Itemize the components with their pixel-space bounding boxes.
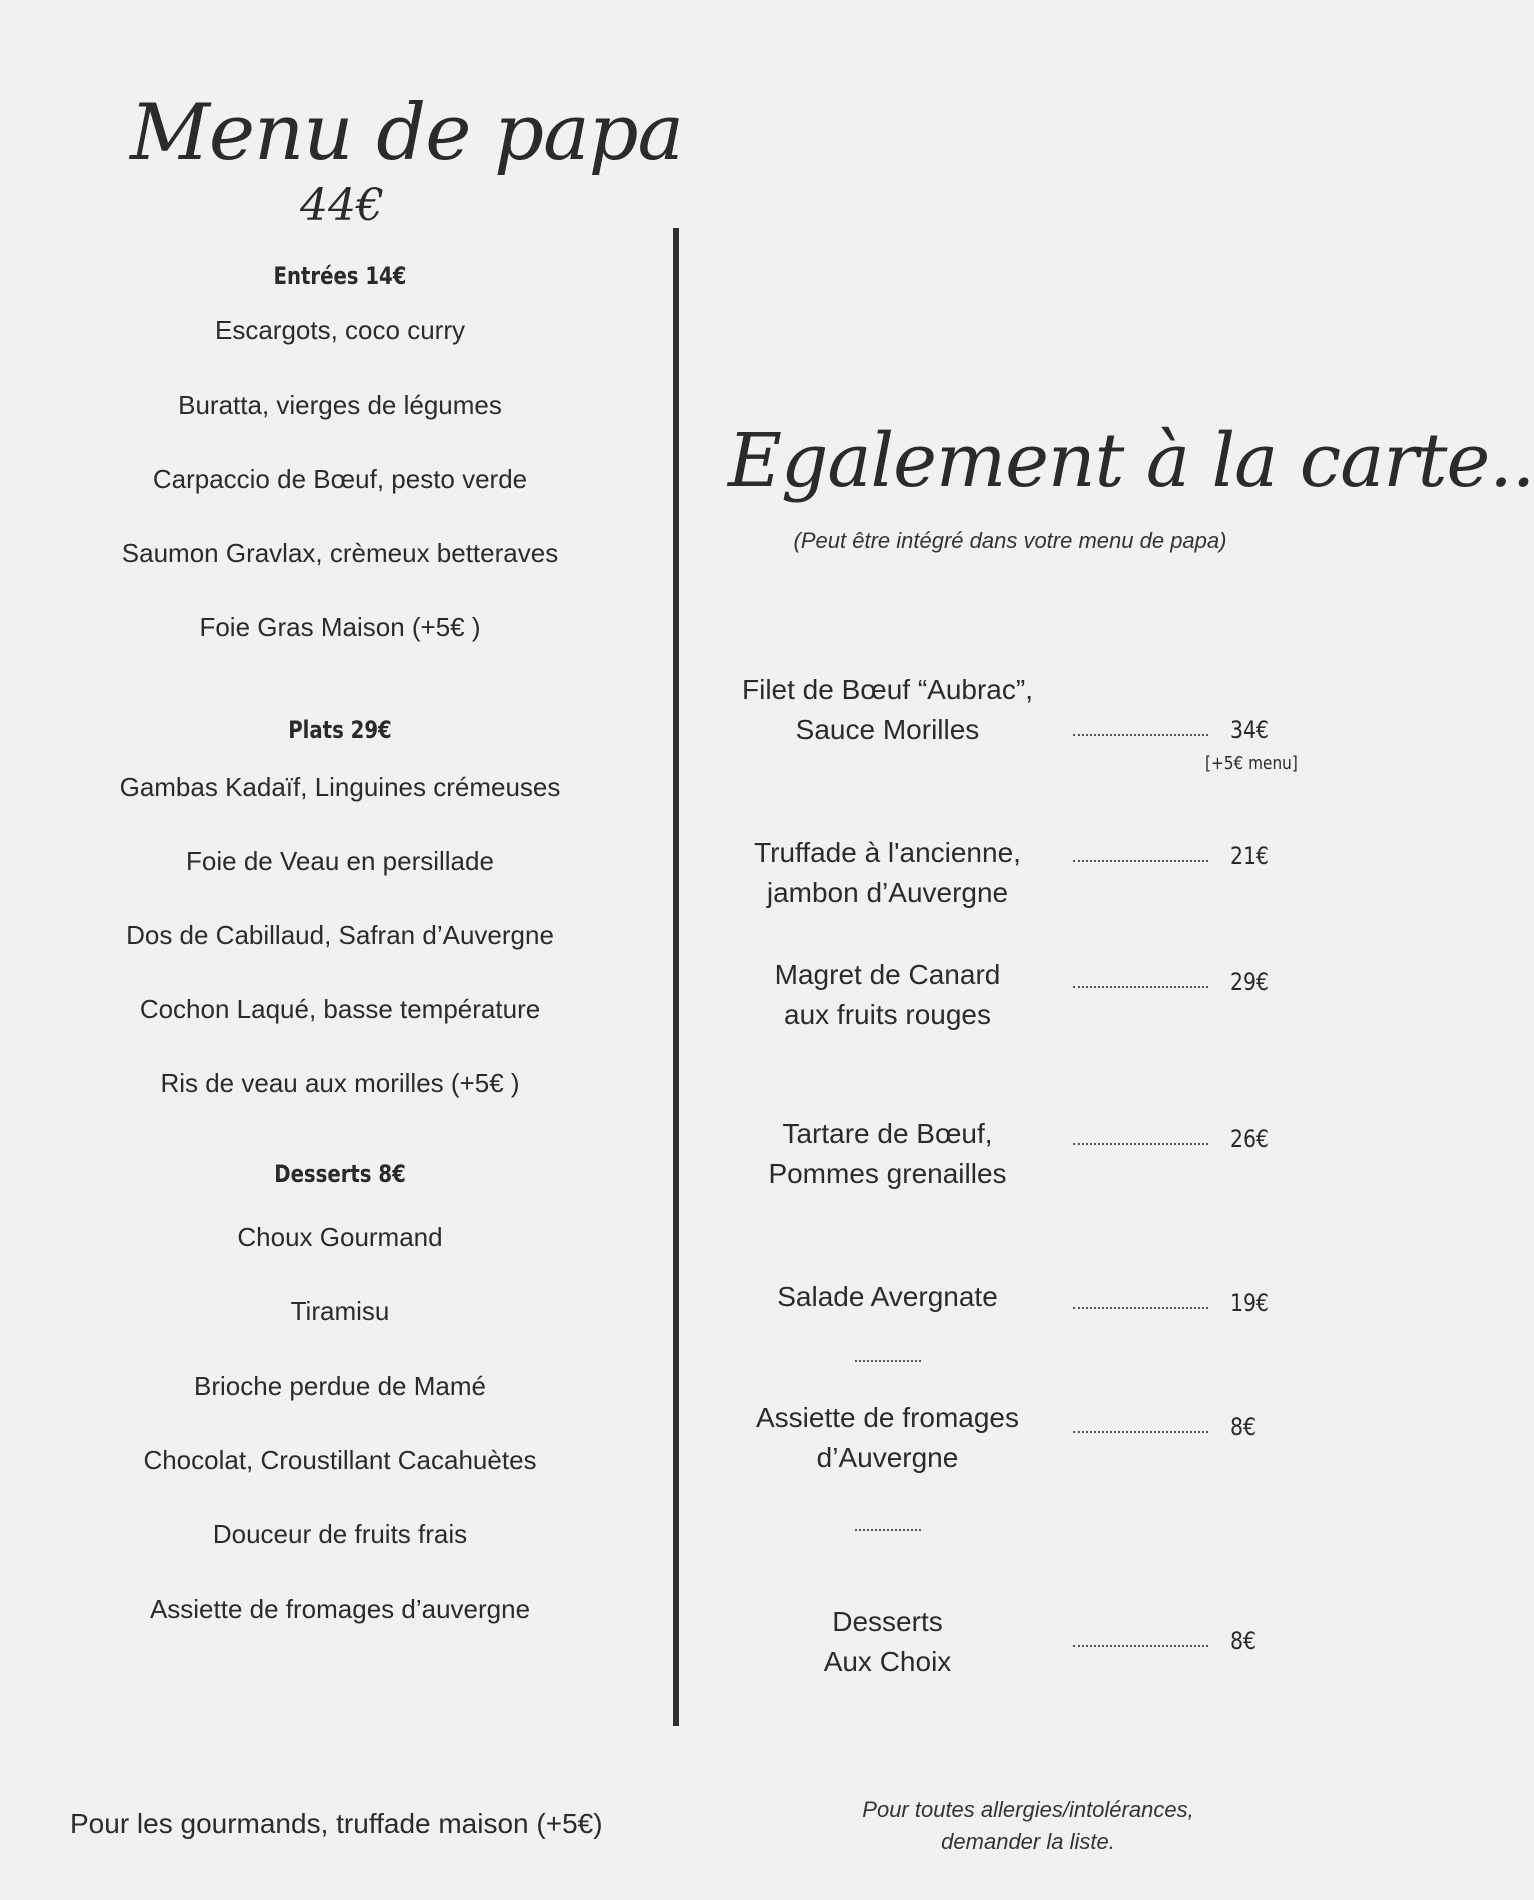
menu-title: Menu de papa <box>130 88 684 178</box>
carte-item-line2: Pommes grenailles <box>768 1158 1007 1189</box>
carte-item-name <box>715 1114 1060 1194</box>
carte-item-price: 26€ <box>1230 1125 1269 1153</box>
list-item: Assiette de fromages d’auvergne <box>149 1594 531 1624</box>
carte-item-line1: Assiette de fromages <box>755 1402 1020 1433</box>
carte-item-line2: Sauce Morilles <box>795 714 980 745</box>
carte-item-line1: Magret de Canard <box>774 959 1001 990</box>
list-item: Foie Gras Maison (+5€ ) <box>199 612 481 642</box>
dotted-leader <box>1073 1143 1208 1145</box>
carte-item-line2: jambon d’Auvergne <box>766 877 1009 908</box>
dotted-leader <box>1073 1645 1208 1647</box>
carte-item-price: 8€ <box>1230 1413 1256 1441</box>
carte-item-price: 19€ <box>1230 1289 1269 1317</box>
carte-item-line1: Filet de Bœuf “Aubrac”, <box>742 674 1033 705</box>
dotted-separator <box>855 1529 921 1531</box>
footer-gourmands-note: Pour les gourmands, truffade maison (+5€) <box>70 1808 603 1839</box>
list-item: Carpaccio de Bœuf, pesto verde <box>152 464 528 494</box>
list-item: Choux Gourmand <box>237 1222 443 1252</box>
section-title-desserts: Desserts 8€ <box>274 1160 406 1188</box>
footer-allergy-note <box>828 1794 1228 1858</box>
carte-item-line2: d’Auvergne <box>816 1442 959 1473</box>
carte-title: Egalement à la carte.. <box>728 418 1534 504</box>
carte-item-line2: aux fruits rouges <box>784 999 991 1030</box>
list-item: Dos de Cabillaud, Safran d’Auvergne <box>126 920 554 950</box>
carte-item-line1: Truffade à l'ancienne, <box>754 837 1021 868</box>
carte-item-price: 29€ <box>1230 968 1269 996</box>
list-item: Escargots, coco curry <box>215 315 465 345</box>
carte-item-price: 34€ <box>1230 716 1269 744</box>
carte-item-line1: Tartare de Bœuf, <box>782 1118 993 1149</box>
section-title-plats: Plats 29€ <box>288 716 392 744</box>
carte-item-price: 21€ <box>1230 842 1269 870</box>
list-item: Douceur de fruits frais <box>212 1519 468 1549</box>
section-title-entrees: Entrées 14€ <box>273 262 407 290</box>
footer-allergy-line2: demander la liste. <box>941 1829 1115 1854</box>
dotted-leader <box>1073 860 1208 862</box>
list-item: Saumon Gravlax, crèmeux betteraves <box>121 538 559 568</box>
menu-price: 44€ <box>300 180 384 231</box>
footer-allergy-line1: Pour toutes allergies/intolérances, <box>862 1797 1194 1822</box>
list-item: Ris de veau aux morilles (+5€ ) <box>160 1068 520 1098</box>
column-divider <box>673 228 679 1726</box>
list-item: Chocolat, Croustillant Cacahuètes <box>143 1445 537 1475</box>
carte-item-line2: Aux Choix <box>823 1646 952 1677</box>
dotted-leader <box>1073 734 1208 736</box>
carte-item-line1: Desserts <box>832 1606 943 1637</box>
carte-subtitle: (Peut être intégré dans votre menu de papa) <box>793 528 1227 553</box>
list-item: Brioche perdue de Mamé <box>194 1371 486 1401</box>
list-item: Foie de Veau en persillade <box>186 846 494 876</box>
carte-item-price: 8€ <box>1230 1627 1256 1655</box>
list-item: Gambas Kadaïf, Linguines crémeuses <box>119 772 561 802</box>
list-item: Buratta, vierges de légumes <box>178 390 502 420</box>
carte-item-name <box>715 670 1060 750</box>
carte-item-name <box>715 955 1060 1035</box>
dotted-leader <box>1073 986 1208 988</box>
dotted-leader <box>1073 1307 1208 1309</box>
carte-item-line1: Salade Avergnate <box>777 1281 998 1312</box>
dotted-separator <box>855 1360 921 1362</box>
carte-item-name <box>715 1398 1060 1478</box>
dotted-leader <box>1073 1431 1208 1433</box>
carte-item-note: [+5€ menu] <box>1205 753 1298 774</box>
carte-item-name <box>715 1277 1060 1317</box>
list-item: Tiramisu <box>290 1296 390 1326</box>
list-item: Cochon Laqué, basse température <box>139 994 541 1024</box>
carte-item-name <box>715 1602 1060 1682</box>
carte-item-name <box>715 833 1060 913</box>
